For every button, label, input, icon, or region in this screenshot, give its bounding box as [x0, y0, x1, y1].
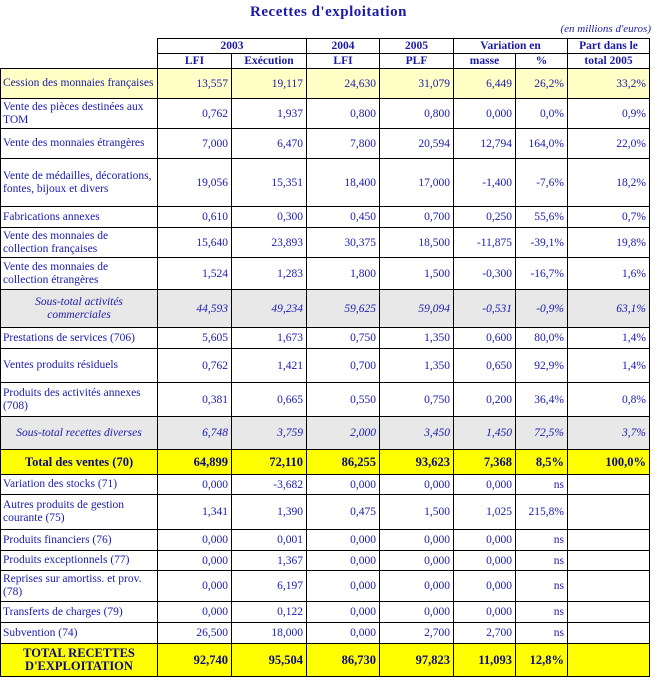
variation-masse: 0,200: [454, 383, 516, 417]
value-2003-lfi: 0,610: [158, 207, 232, 228]
part-total-2005: 19,8%: [568, 228, 650, 258]
table-row: [1, 571, 650, 602]
row-label: Ventes produits résiduels: [1, 349, 158, 383]
value-2005-plf: 1,350: [380, 328, 454, 349]
row-label: Vente de médailles, décorations, fontes, bijoux et divers: [1, 159, 158, 207]
value-2005-plf: 0,800: [380, 99, 454, 129]
value-2003-lfi: 1,524: [158, 258, 232, 290]
row-label: Produits exceptionnels (77): [1, 551, 158, 571]
table-row: [1, 551, 650, 571]
page-title: Recettes d'exploitation: [250, 4, 407, 20]
value-2004-lfi: 0,000: [307, 475, 380, 495]
variation-masse: 2,700: [454, 623, 516, 644]
value-2005-plf: 20,594: [380, 129, 454, 159]
row-label: Sous-total activités commerciales: [1, 290, 158, 328]
row-label: Vente des monnaies de collection étrangères: [1, 258, 158, 290]
variation-pct: -0,9%: [516, 290, 568, 328]
value-2003-lfi: 0,381: [158, 383, 232, 417]
table-row: [1, 530, 650, 551]
variation-masse: 0,600: [454, 328, 516, 349]
value-2004-lfi: 0,475: [307, 495, 380, 530]
variation-masse: 0,000: [454, 551, 516, 571]
value-2005-plf: 0,750: [380, 383, 454, 417]
value-2003-execution: 6,470: [232, 129, 307, 159]
value-2003-lfi: 0,000: [158, 551, 232, 571]
revenue-table: [0, 38, 650, 677]
value-2004-lfi: 0,800: [307, 99, 380, 129]
variation-pct: 215,8%: [516, 495, 568, 530]
header-part-line2: total 2005: [568, 54, 650, 69]
variation-masse: 12,794: [454, 129, 516, 159]
part-total-2005: [568, 475, 650, 495]
part-total-2005: 1,6%: [568, 258, 650, 290]
variation-pct: 36,4%: [516, 383, 568, 417]
value-2003-execution: 18,000: [232, 623, 307, 644]
variation-masse: 0,000: [454, 530, 516, 551]
value-2005-plf: 0,700: [380, 207, 454, 228]
row-label: Reprises sur amortiss. et prov. (78): [1, 571, 158, 602]
table-row: [1, 129, 650, 159]
value-2003-lfi: 92,740: [158, 644, 232, 677]
value-2003-execution: 1,283: [232, 258, 307, 290]
variation-pct: ns: [516, 475, 568, 495]
value-2003-execution: 72,110: [232, 450, 307, 475]
variation-pct: ns: [516, 602, 568, 623]
table-row: [1, 69, 650, 99]
value-2003-lfi: 13,557: [158, 69, 232, 99]
table-row: [1, 417, 650, 450]
table-row: [1, 228, 650, 258]
value-2003-execution: 1,367: [232, 551, 307, 571]
value-2004-lfi: 0,700: [307, 349, 380, 383]
part-total-2005: [568, 602, 650, 623]
part-total-2005: 33,2%: [568, 69, 650, 99]
value-2003-execution: 0,001: [232, 530, 307, 551]
table-row: [1, 290, 650, 328]
value-2005-plf: 97,823: [380, 644, 454, 677]
table-row: [1, 258, 650, 290]
value-2003-lfi: 6,748: [158, 417, 232, 450]
value-2004-lfi: 24,630: [307, 69, 380, 99]
header-plf: PLF: [380, 54, 454, 69]
header-execution: Exécution: [232, 54, 307, 69]
value-2005-plf: 17,000: [380, 159, 454, 207]
value-2004-lfi: 0,000: [307, 551, 380, 571]
variation-pct: ns: [516, 551, 568, 571]
value-2003-execution: 23,893: [232, 228, 307, 258]
value-2003-lfi: 44,593: [158, 290, 232, 328]
value-2005-plf: 18,500: [380, 228, 454, 258]
value-2004-lfi: 0,000: [307, 530, 380, 551]
variation-masse: 0,650: [454, 349, 516, 383]
variation-pct: 72,5%: [516, 417, 568, 450]
variation-masse: 0,000: [454, 99, 516, 129]
variation-pct: ns: [516, 623, 568, 644]
variation-masse: -11,875: [454, 228, 516, 258]
value-2004-lfi: 0,750: [307, 328, 380, 349]
variation-pct: 55,6%: [516, 207, 568, 228]
value-2005-plf: 1,500: [380, 495, 454, 530]
value-2003-lfi: 0,762: [158, 349, 232, 383]
unit-note: (en millions d'euros): [560, 23, 651, 35]
variation-pct: ns: [516, 571, 568, 602]
variation-masse: 11,093: [454, 644, 516, 677]
row-label: Produits des activités annexes (708): [1, 383, 158, 417]
row-label: Transferts de charges (79): [1, 602, 158, 623]
table-row: [1, 644, 650, 677]
value-2005-plf: 93,623: [380, 450, 454, 475]
value-2005-plf: 31,079: [380, 69, 454, 99]
value-2003-execution: -3,682: [232, 475, 307, 495]
value-2003-lfi: 15,640: [158, 228, 232, 258]
part-total-2005: [568, 495, 650, 530]
value-2003-execution: 49,234: [232, 290, 307, 328]
variation-pct: 164,0%: [516, 129, 568, 159]
table-row: [1, 383, 650, 417]
variation-masse: -1,400: [454, 159, 516, 207]
variation-masse: 1,450: [454, 417, 516, 450]
variation-pct: 8,5%: [516, 450, 568, 475]
value-2003-execution: 1,937: [232, 99, 307, 129]
value-2005-plf: 1,500: [380, 258, 454, 290]
value-2005-plf: 0,000: [380, 602, 454, 623]
part-total-2005: 0,7%: [568, 207, 650, 228]
header-2005: 2005: [380, 39, 454, 54]
value-2004-lfi: 86,255: [307, 450, 380, 475]
value-2003-lfi: 0,000: [158, 602, 232, 623]
part-total-2005: 0,8%: [568, 383, 650, 417]
header-masse: masse: [454, 54, 516, 69]
table-row: [1, 328, 650, 349]
variation-pct: -39,1%: [516, 228, 568, 258]
part-total-2005: [568, 571, 650, 602]
variation-pct: ns: [516, 530, 568, 551]
value-2003-lfi: 19,056: [158, 159, 232, 207]
table-row: [1, 159, 650, 207]
variation-pct: 92,9%: [516, 349, 568, 383]
variation-masse: -0,300: [454, 258, 516, 290]
value-2003-lfi: 7,000: [158, 129, 232, 159]
variation-masse: 6,449: [454, 69, 516, 99]
table-row: [1, 99, 650, 129]
header-blank: [1, 39, 158, 54]
header-2004: 2004: [307, 39, 380, 54]
header-blank-2: [1, 54, 158, 69]
variation-pct: 0,0%: [516, 99, 568, 129]
value-2003-lfi: 64,899: [158, 450, 232, 475]
header-part-line1: Part dans le: [568, 39, 650, 54]
header-lfi-2003: LFI: [158, 54, 232, 69]
row-label: Vente des pièces destinées aux TOM: [1, 99, 158, 129]
value-2003-execution: 3,759: [232, 417, 307, 450]
variation-masse: 0,000: [454, 475, 516, 495]
table-row: [1, 450, 650, 475]
variation-pct: 26,2%: [516, 69, 568, 99]
part-total-2005: [568, 644, 650, 677]
value-2004-lfi: 2,000: [307, 417, 380, 450]
value-2004-lfi: 18,400: [307, 159, 380, 207]
value-2005-plf: 0,000: [380, 551, 454, 571]
value-2004-lfi: 59,625: [307, 290, 380, 328]
part-total-2005: 22,0%: [568, 129, 650, 159]
value-2003-lfi: 26,500: [158, 623, 232, 644]
table-row: [1, 623, 650, 644]
value-2003-execution: 0,300: [232, 207, 307, 228]
value-2004-lfi: 30,375: [307, 228, 380, 258]
value-2003-execution: 0,122: [232, 602, 307, 623]
value-2004-lfi: 0,550: [307, 383, 380, 417]
variation-pct: 80,0%: [516, 328, 568, 349]
table-row: [1, 602, 650, 623]
row-label: Cession des monnaies françaises: [1, 69, 158, 99]
table-row: [1, 475, 650, 495]
variation-masse: 1,025: [454, 495, 516, 530]
header-2003: 2003: [158, 39, 307, 54]
value-2005-plf: 2,700: [380, 623, 454, 644]
row-label: Produits financiers (76): [1, 530, 158, 551]
row-label: Sous-total recettes diverses: [1, 417, 158, 450]
value-2003-lfi: 0,000: [158, 475, 232, 495]
value-2004-lfi: 0,450: [307, 207, 380, 228]
value-2005-plf: 0,000: [380, 475, 454, 495]
table-row: [1, 495, 650, 530]
value-2005-plf: 3,450: [380, 417, 454, 450]
value-2003-execution: 1,673: [232, 328, 307, 349]
value-2003-lfi: 5,605: [158, 328, 232, 349]
value-2003-execution: 95,504: [232, 644, 307, 677]
variation-masse: 0,000: [454, 602, 516, 623]
part-total-2005: 3,7%: [568, 417, 650, 450]
value-2004-lfi: 7,800: [307, 129, 380, 159]
value-2003-execution: 15,351: [232, 159, 307, 207]
part-total-2005: 18,2%: [568, 159, 650, 207]
table-row: [1, 349, 650, 383]
value-2004-lfi: 0,000: [307, 571, 380, 602]
value-2005-plf: 59,094: [380, 290, 454, 328]
value-2003-lfi: 0,762: [158, 99, 232, 129]
value-2003-execution: 1,390: [232, 495, 307, 530]
value-2003-execution: 0,665: [232, 383, 307, 417]
variation-pct: 12,8%: [516, 644, 568, 677]
variation-masse: 7,368: [454, 450, 516, 475]
row-label: Variation des stocks (71): [1, 475, 158, 495]
variation-masse: 0,250: [454, 207, 516, 228]
variation-pct: -7,6%: [516, 159, 568, 207]
value-2005-plf: 0,000: [380, 571, 454, 602]
part-total-2005: [568, 530, 650, 551]
value-2003-execution: 19,117: [232, 69, 307, 99]
value-2004-lfi: 0,000: [307, 602, 380, 623]
value-2003-lfi: 1,341: [158, 495, 232, 530]
value-2003-lfi: 0,000: [158, 530, 232, 551]
variation-masse: -0,531: [454, 290, 516, 328]
row-label: Vente des monnaies étrangères: [1, 129, 158, 159]
row-label: TOTAL RECETTES D'EXPLOITATION: [1, 644, 158, 677]
value-2004-lfi: 86,730: [307, 644, 380, 677]
variation-pct: -16,7%: [516, 258, 568, 290]
row-label: Subvention (74): [1, 623, 158, 644]
row-label: Vente des monnaies de collection françaises: [1, 228, 158, 258]
part-total-2005: 1,4%: [568, 328, 650, 349]
row-label: Autres produits de gestion courante (75): [1, 495, 158, 530]
header-variation: Variation en: [454, 39, 568, 54]
value-2005-plf: 0,000: [380, 530, 454, 551]
part-total-2005: [568, 623, 650, 644]
variation-masse: 0,000: [454, 571, 516, 602]
part-total-2005: 1,4%: [568, 349, 650, 383]
value-2005-plf: 1,350: [380, 349, 454, 383]
part-total-2005: 63,1%: [568, 290, 650, 328]
value-2004-lfi: 0,000: [307, 623, 380, 644]
row-label: Fabrications annexes: [1, 207, 158, 228]
value-2004-lfi: 1,800: [307, 258, 380, 290]
table-row: [1, 207, 650, 228]
value-2003-execution: 6,197: [232, 571, 307, 602]
row-label: Prestations de services (706): [1, 328, 158, 349]
part-total-2005: [568, 551, 650, 571]
header-pct: %: [516, 54, 568, 69]
value-2003-lfi: 0,000: [158, 571, 232, 602]
header-lfi-2004: LFI: [307, 54, 380, 69]
value-2003-execution: 1,421: [232, 349, 307, 383]
row-label: Total des ventes (70): [1, 450, 158, 475]
part-total-2005: 100,0%: [568, 450, 650, 475]
part-total-2005: 0,9%: [568, 99, 650, 129]
